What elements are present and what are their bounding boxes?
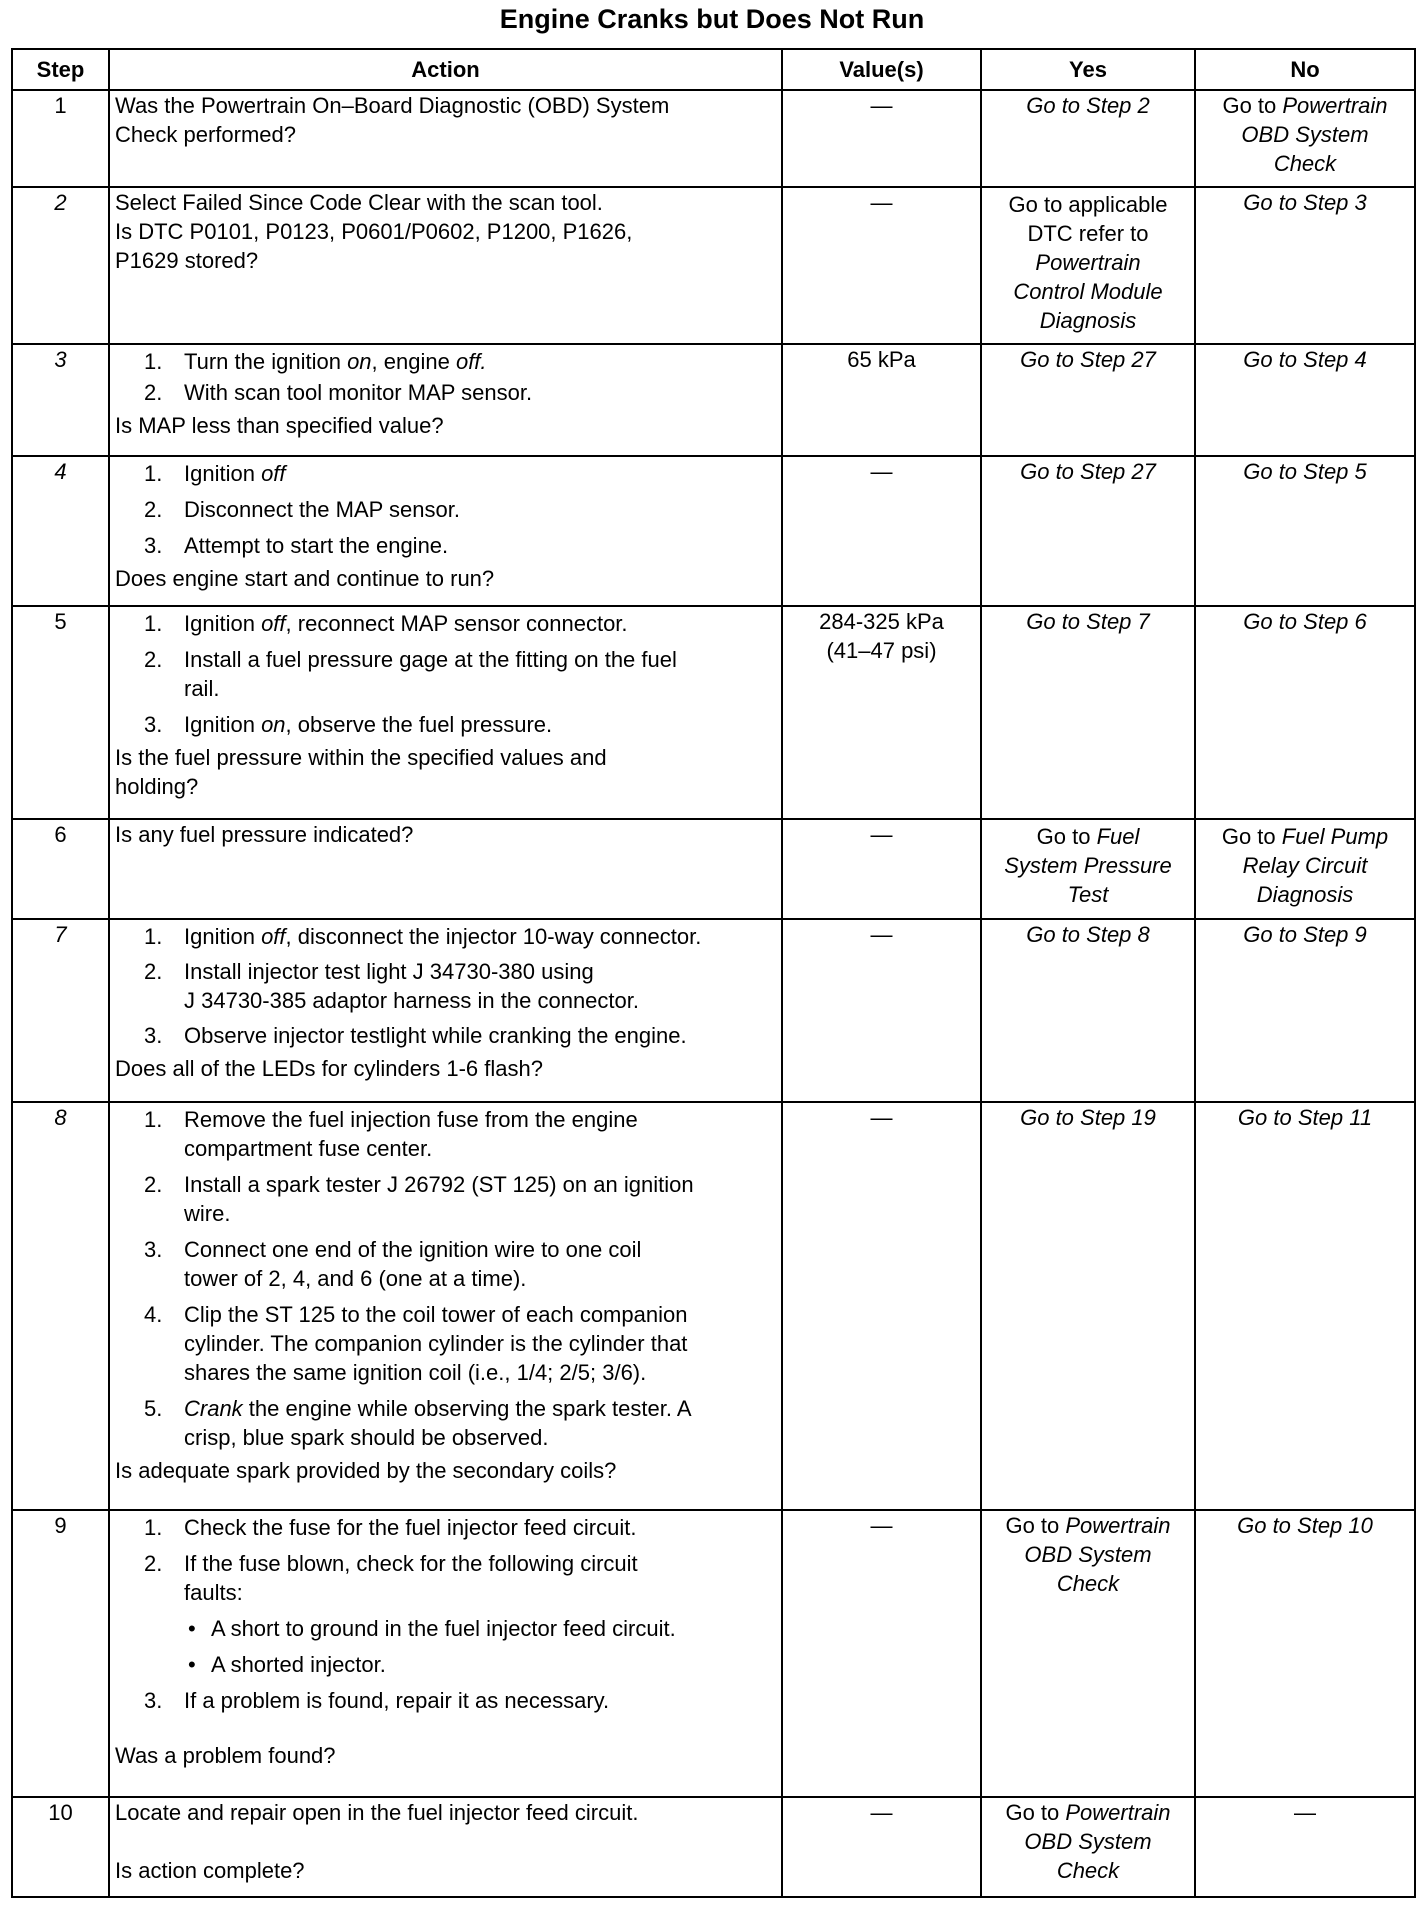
value-cell <box>782 606 981 819</box>
header-values: Value(s) <box>782 49 981 90</box>
no-link: Relay Circuit <box>1242 853 1368 878</box>
no-cell <box>1195 456 1415 606</box>
action-cell <box>109 344 782 456</box>
yes-link: System Pressure <box>1004 853 1172 878</box>
action-question: Is adequate spark provided by the secondary coils? <box>115 1458 617 1483</box>
value-cell: 65 kPa <box>782 344 981 456</box>
no-link: Diagnosis <box>1256 882 1354 907</box>
yes-link: Check <box>1056 1571 1120 1596</box>
no-text: — <box>1294 1800 1316 1825</box>
table-row <box>12 456 1415 606</box>
step-number: 3 <box>12 344 109 456</box>
table-row <box>12 919 1415 1102</box>
yes-link: OBD System <box>1024 1542 1152 1567</box>
table-row <box>12 1797 1415 1897</box>
yes-text: Go to <box>1005 1800 1066 1825</box>
list-item: 2. If the fuse blown, check for the following circuit faults: <box>144 1551 638 1605</box>
no-link: Check <box>1273 151 1337 176</box>
action-question: Is any fuel pressure indicated? <box>115 822 414 847</box>
list-item: 3. Ignition on, observe the fuel pressure. <box>144 712 553 737</box>
yes-text: Go to Step 7 <box>1026 609 1150 634</box>
no-cell <box>1195 1510 1415 1797</box>
value-cell: — <box>782 819 981 919</box>
action-question: holding? <box>115 774 199 799</box>
action-question: Is MAP less than specified value? <box>115 413 444 438</box>
action-cell <box>109 90 782 187</box>
yes-text: Go to <box>1005 1513 1066 1538</box>
action-text: Was the Powertrain On–Board Diagnostic (OBD) System <box>115 93 670 118</box>
table-row <box>12 1510 1415 1797</box>
no-cell <box>1195 919 1415 1102</box>
list-item: 3. If a problem is found, repair it as necessary. <box>144 1688 610 1713</box>
table-row <box>12 187 1415 344</box>
action-text: P1629 stored? <box>115 248 259 273</box>
yes-cell <box>981 187 1195 344</box>
yes-link: OBD System <box>1024 1829 1152 1854</box>
value-cell: — <box>782 187 981 344</box>
no-cell <box>1195 187 1415 344</box>
action-cell <box>109 187 782 344</box>
no-text: Go to Step 11 <box>1237 1105 1373 1130</box>
step-number: 7 <box>12 919 109 1102</box>
action-cell <box>109 919 782 1102</box>
list-item: 3. Attempt to start the engine. <box>144 533 449 558</box>
no-text: Go to Step 10 <box>1237 1513 1373 1538</box>
yes-link: Check <box>1056 1858 1120 1883</box>
list-item: 4. Clip the ST 125 to the coil tower of each companion cylinder. The companion cylinder is the cylinder that shares the same ignition coil (i.e., 1/4; 2/5; 3/6). <box>144 1302 688 1385</box>
list-item: 1. Ignition off, disconnect the injector 10-way connector. <box>144 924 702 949</box>
no-text: Go to Step 9 <box>1243 922 1367 947</box>
action-cell <box>109 819 782 919</box>
step-number: 1 <box>12 90 109 187</box>
action-question: Is action complete? <box>115 1858 305 1883</box>
step-number: 8 <box>12 1102 109 1510</box>
value-cell: — <box>782 90 981 187</box>
list-item: 1. Check the fuse for the fuel injector feed circuit. <box>144 1515 637 1540</box>
step-number: 9 <box>12 1510 109 1797</box>
table-row <box>12 90 1415 187</box>
header-step: Step <box>12 49 109 90</box>
action-text: Locate and repair open in the fuel injector feed circuit. <box>115 1800 639 1825</box>
action-question: Is the fuel pressure within the specified values and <box>115 745 607 770</box>
page-title: Engine Cranks but Does Not Run <box>499 4 925 34</box>
no-text: Go to Step 5 <box>1243 459 1367 484</box>
diagnostic-table <box>11 48 1416 1898</box>
value-cell: — <box>782 919 981 1102</box>
value-cell: — <box>782 1102 981 1510</box>
no-text: Go to Step 4 <box>1243 347 1367 372</box>
yes-cell <box>981 606 1195 819</box>
list-item: 3. Connect one end of the ignition wire to one coil tower of 2, 4, and 6 (one at a time). <box>144 1237 642 1291</box>
yes-text: Go to Step 27 <box>1020 347 1156 372</box>
value-cell: — <box>782 1797 981 1897</box>
yes-link: Diagnosis <box>1039 308 1137 333</box>
step-number: 4 <box>12 456 109 606</box>
list-item: 2. Install a fuel pressure gage at the fitting on the fuel rail. <box>144 647 677 701</box>
yes-link: Test <box>1067 882 1109 907</box>
yes-link: Powertrain <box>1035 250 1141 275</box>
header-row <box>12 49 1415 90</box>
no-link: Powertrain <box>1282 93 1388 118</box>
action-cell <box>109 1797 782 1897</box>
header-action: Action <box>109 49 782 90</box>
yes-link: Fuel <box>1096 824 1140 849</box>
action-cell <box>109 606 782 819</box>
no-cell <box>1195 90 1415 187</box>
no-link: Fuel Pump <box>1281 824 1389 849</box>
table-row <box>12 606 1415 819</box>
no-text: Go to Step 3 <box>1243 190 1367 215</box>
bullet-item: • A short to ground in the fuel injector feed circuit. <box>188 1616 676 1641</box>
value-text: 284-325 kPa <box>819 609 944 634</box>
list-item: 5. Crank the engine while observing the spark tester. A crisp, blue spark should be observed. <box>144 1396 692 1450</box>
action-cell <box>109 1102 782 1510</box>
yes-link: Powertrain <box>1065 1513 1171 1538</box>
no-text: Go to <box>1221 824 1282 849</box>
action-question: Does all of the LEDs for cylinders 1-6 flash? <box>115 1056 543 1081</box>
yes-cell <box>981 1797 1195 1897</box>
yes-text: Go to Step 8 <box>1026 922 1150 947</box>
action-text: Select Failed Since Code Clear with the scan tool. <box>115 190 603 215</box>
no-link: OBD System <box>1241 122 1369 147</box>
list-item: 2. Install injector test light J 34730-380 using J 34730-385 adaptor harness in the connector. <box>144 959 639 1013</box>
no-cell <box>1195 606 1415 819</box>
list-item: 1. Remove the fuel injection fuse from the engine compartment fuse center. <box>144 1107 638 1161</box>
header-no: No <box>1195 49 1415 90</box>
action-text: Check performed? <box>115 122 296 147</box>
yes-cell <box>981 1510 1195 1797</box>
yes-link: Powertrain <box>1065 1800 1171 1825</box>
step-number: 2 <box>12 187 109 344</box>
no-cell <box>1195 819 1415 919</box>
no-text: Go to Step 6 <box>1243 609 1367 634</box>
value-text: (41–47 psi) <box>826 638 937 663</box>
step-number: 10 <box>12 1797 109 1897</box>
yes-text: Go to Step 27 <box>1020 459 1156 484</box>
action-cell <box>109 1510 782 1797</box>
list-item: 3. Observe injector testlight while cranking the engine. <box>144 1023 687 1048</box>
yes-text: Go to Step 2 <box>1026 93 1150 118</box>
yes-cell <box>981 456 1195 606</box>
table-row <box>12 819 1415 919</box>
yes-text: DTC refer to <box>1027 221 1149 246</box>
no-cell <box>1195 1102 1415 1510</box>
step-number: 6 <box>12 819 109 919</box>
value-cell: — <box>782 1510 981 1797</box>
list-item: 1. Ignition off <box>144 461 286 486</box>
no-text: Go to <box>1222 93 1283 118</box>
table-row <box>12 344 1415 456</box>
value-cell: — <box>782 456 981 606</box>
table-row <box>12 1102 1415 1510</box>
yes-text: Go to Step 19 <box>1020 1105 1156 1130</box>
no-cell <box>1195 344 1415 456</box>
action-question: Does engine start and continue to run? <box>115 566 495 591</box>
yes-text: Go to applicable <box>1008 192 1168 217</box>
list-item: 2. With scan tool monitor MAP sensor. <box>144 380 533 405</box>
action-text: Is DTC P0101, P0123, P0601/P0602, P1200, P1626, <box>115 219 633 244</box>
list-item: 2. Disconnect the MAP sensor. <box>144 497 460 522</box>
yes-cell <box>981 1102 1195 1510</box>
yes-cell <box>981 819 1195 919</box>
yes-link: Control Module <box>1013 279 1163 304</box>
yes-cell <box>981 919 1195 1102</box>
step-number: 5 <box>12 606 109 819</box>
list-item: 1. Ignition off, reconnect MAP sensor connector. <box>144 611 628 636</box>
yes-text: Go to <box>1036 824 1097 849</box>
action-cell <box>109 456 782 606</box>
yes-cell <box>981 90 1195 187</box>
no-cell <box>1195 1797 1415 1897</box>
yes-cell <box>981 344 1195 456</box>
list-item: 1. Turn the ignition on, engine off. <box>144 349 487 374</box>
header-yes: Yes <box>981 49 1195 90</box>
list-item: 2. Install a spark tester J 26792 (ST 125) on an ignition wire. <box>144 1172 694 1226</box>
action-question: Was a problem found? <box>115 1743 336 1768</box>
bullet-item: • A shorted injector. <box>188 1652 386 1677</box>
